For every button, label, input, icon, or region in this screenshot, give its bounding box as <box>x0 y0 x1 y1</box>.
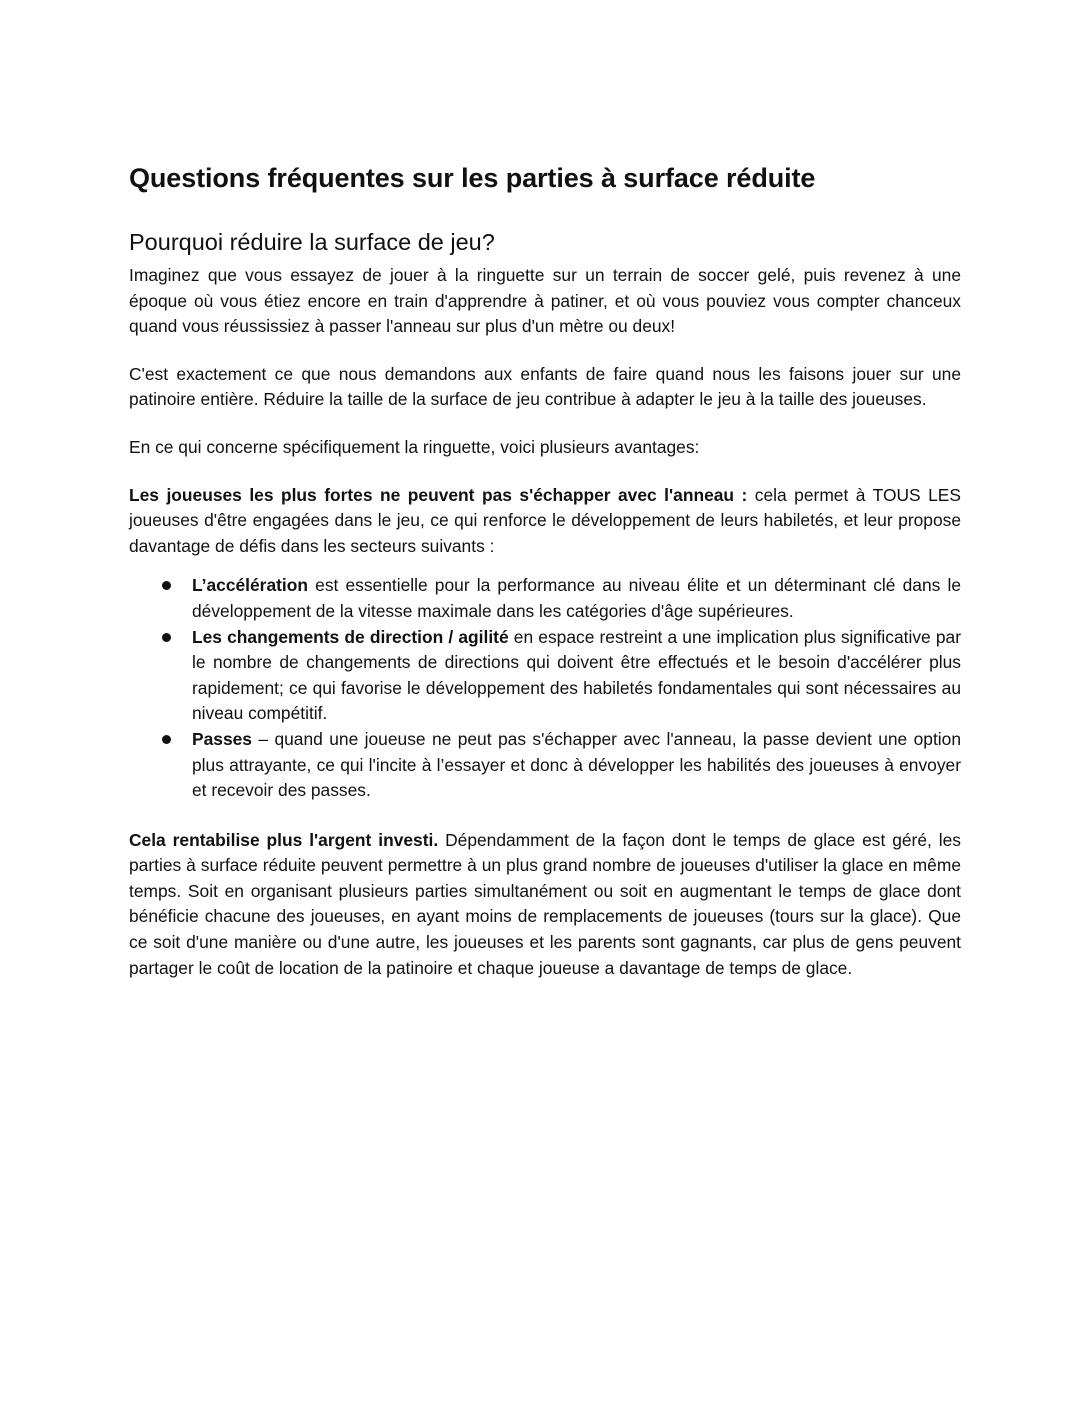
paragraph-advantages-intro: En ce qui concerne spécifiquement la ringuette, voici plusieurs avantages: <box>129 436 700 457</box>
paragraph-strong-players-lead: Les joueuses les plus fortes ne peuvent pas s'échapper avec l'anneau : <box>129 484 748 505</box>
list-item <box>129 573 961 624</box>
paragraph-intro: Imaginez que vous essayez de jouer à la ringuette sur un terrain de soccer gelé, puis revenez à une époque où vous étiez encore en train d'apprendre à patiner, et où vous pouviez vous compter chanceux quand vous réussissiez à passer l'anneau sur plus d'un mètre ou deux! <box>129 265 961 337</box>
paragraph-strong-players-text: cela permet à TOUS LES joueuses d'être engagées dans le jeu, ce qui renforce le développement de leurs habiletés, et leur propose davantage de défis dans les secteurs suivants : <box>129 484 961 556</box>
document-page <box>129 160 961 981</box>
list-item-lead: L’accélération <box>192 575 308 596</box>
paragraph-children: C'est exactement ce que nous demandons aux enfants de faire quand nous les faisons jouer sur une patinoire entière. Réduire la taille de la surface de jeu contribue à adapter le jeu à la taille des joueuses. <box>129 363 961 410</box>
section-heading: Pourquoi réduire la surface de jeu? <box>129 229 495 255</box>
paragraph-cost-benefit <box>129 828 961 982</box>
list-item-text: en espace restreint a une implication plus significative par le nombre de changements de directions qui doivent être effectués et le besoin d'accélérer plus rapidement; ce qui favorise le développement des habiletés fondamentales qui sont nécessaires au niveau compétitif. <box>192 626 962 724</box>
list-item-lead: Les changements de direction / agilité <box>192 626 509 647</box>
list-item-text: est essentielle pour la performance au niveau élite et un déterminant clé dans le développement de la vitesse maximale dans les catégories d'âge supérieures. <box>192 575 961 621</box>
bullet-icon <box>162 633 171 642</box>
paragraph-cost-benefit-lead: Cela rentabilise plus l'argent investi. <box>129 829 439 850</box>
list-item-text: – quand une joueuse ne peut pas s'échapper avec l'anneau, la passe devient une option plus attrayante, ce qui l'incite à l’essayer et donc à développer les habilités des joueuses à envoyer et recevoir des passes. <box>192 728 961 801</box>
benefits-list <box>129 573 961 803</box>
list-item <box>129 727 961 804</box>
paragraph-strong-players <box>129 483 961 560</box>
bullet-icon <box>162 581 171 590</box>
list-item-lead: Passes <box>192 728 252 749</box>
paragraph-cost-benefit-text: Dépendamment de la façon dont le temps de glace est géré, les parties à surface réduite peuvent permettre à un plus grand nombre de joueuses d'utiliser la glace en même temps. Soit en organisant plusieurs parties simultanément ou soit en augmentant le temps de glace dont bénéficie chacune des joueuses, en ayant moins de remplacements de joueuses (tours sur la glace). Que ce soit d'une manière ou d'une autre, les joueuses et les parents sont gagnants, car plus de gens peuvent partager le coût de location de la patinoire et chaque joueuse a davantage de temps de glace. <box>129 829 961 978</box>
bullet-icon <box>162 735 171 744</box>
page-title: Questions fréquentes sur les parties à surface réduite <box>129 163 816 193</box>
list-item <box>129 625 961 727</box>
